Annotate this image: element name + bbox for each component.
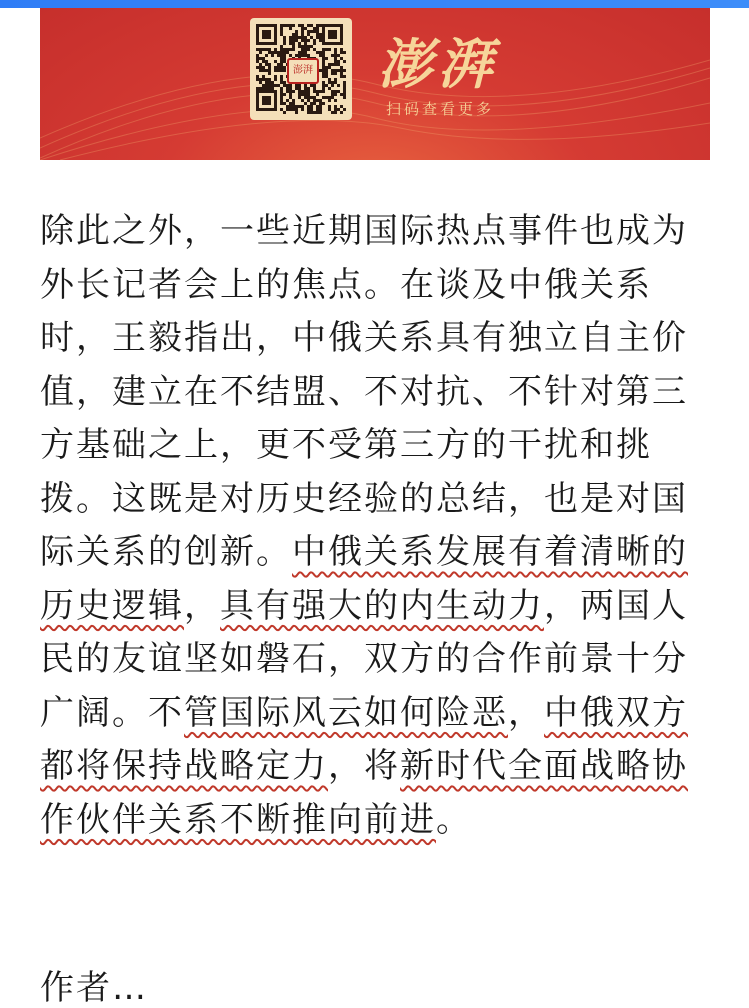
underlined-text: 新时代全面战略协作伙伴关系不断推向前进 [40,746,688,840]
banner-subtitle: 扫码查看更多 [386,100,495,118]
article-text: ， [184,585,220,626]
qr-center-logo: 澎湃 [287,58,319,84]
top-accent-bar [0,0,749,8]
article-text: ，两国人民的友谊坚如磐石，双方的合作前景十分广阔。不 [40,585,688,733]
underlined-text: 中俄双方都将保持战略定力 [40,692,688,786]
article-text: ，将 [328,746,400,786]
underlined-text: 中俄关系发展有着清晰的历史逻辑 [40,532,688,626]
qr-code[interactable] [250,18,352,120]
article-paragraph [40,205,712,847]
underlined-text: 管国际风云如何险恶 [184,692,508,733]
promo-banner[interactable] [40,8,710,160]
article-text: 。 [436,799,472,840]
next-paragraph-fragment: 作者… [40,968,148,1008]
underlined-text: 具有强大的内生动力 [220,585,544,626]
brand-logo-text: 澎湃 [378,32,498,96]
article-text: 除此之外，一些近期国际热点事件也成为外长记者会上的焦点。在谈及中俄关系时，王毅指出，中俄关系具有独立自主价值，建立在不结盟、不对抗、不针对第三方基础之上，更不受第三方的干扰和挑拨。这既是对历史经验的总结，也是对国际关系的创新。 [40,211,688,572]
banner-wave-pattern [40,8,710,160]
article-text: ， [508,692,544,733]
